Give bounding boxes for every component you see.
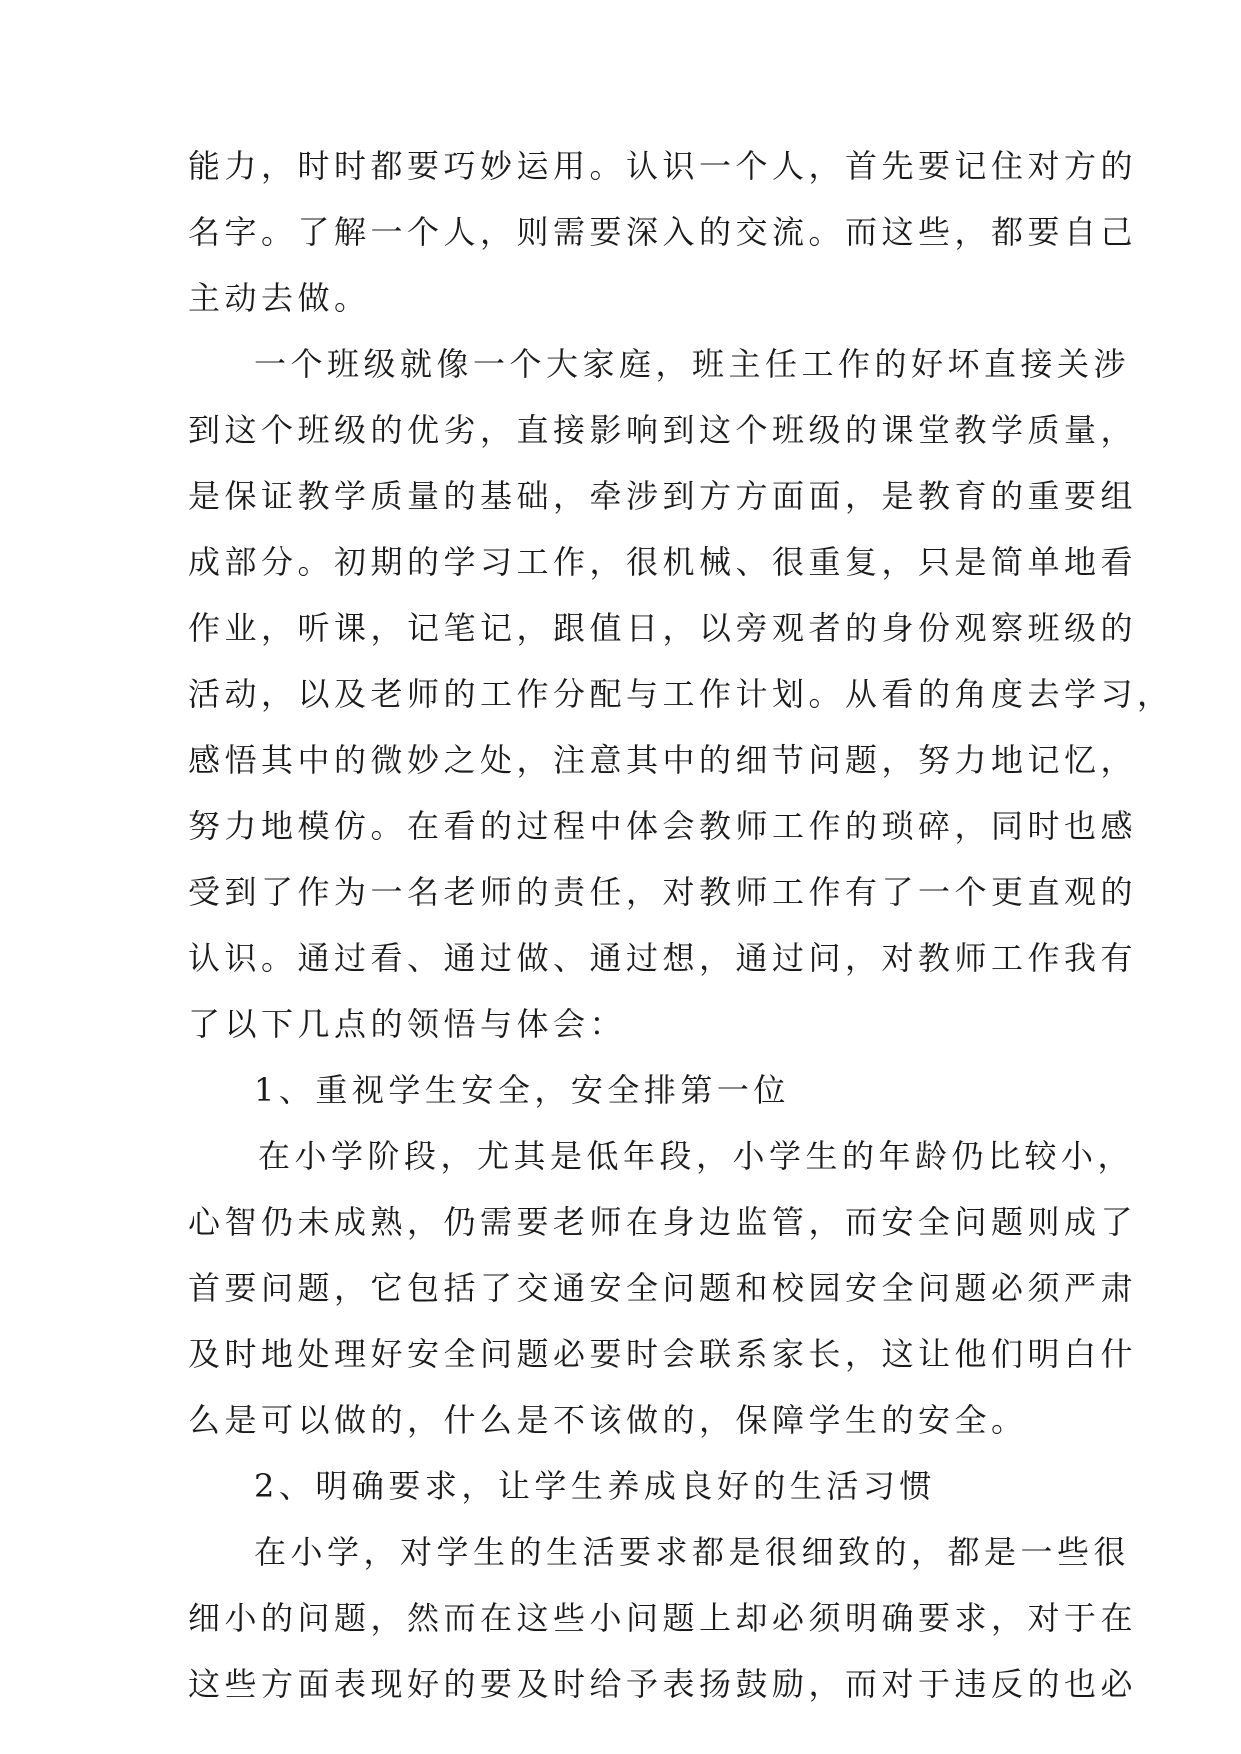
section-heading-2: 2、明确要求，让学生养成良好的生活习惯 (254, 1467, 936, 1505)
text-line: 么是可以做的，什么是不该做的，保障学生的安全。 (188, 1401, 1028, 1439)
section-heading-1: 1、重视学生安全，安全排第一位 (254, 1071, 790, 1109)
text-line: 是保证教学质量的基础，牵涉到方方面面，是教育的重要组 (188, 477, 1138, 515)
text-line: 了以下几点的领悟与体会： (188, 1005, 627, 1043)
paragraph-start-line: 在小学阶段，尤其是低年段，小学生的年龄仍比较小， (258, 1137, 1135, 1175)
paragraph-start-line: 在小学，对学生的生活要求都是很细致的，都是一些很 (254, 1533, 1131, 1571)
text-line: 这些方面表现好的要及时给予表扬鼓励，而对于违反的也必 (188, 1665, 1138, 1703)
text-line: 受到了作为一名老师的责任，对教师工作有了一个更直观的 (188, 873, 1138, 911)
text-line: 感悟其中的微妙之处，注意其中的细节问题，努力地记忆， (188, 741, 1138, 779)
text-line: 活动，以及老师的工作分配与工作计划。从看的角度去学习， (188, 675, 1174, 713)
text-line: 到这个班级的优劣，直接影响到这个班级的课堂教学质量， (188, 411, 1138, 449)
text-line: 主动去做。 (188, 279, 371, 317)
text-line: 名字。了解一个人，则需要深入的交流。而这些，都要自己 (188, 213, 1138, 251)
text-line: 及时地处理好安全问题必要时会联系家长，这让他们明白什 (188, 1335, 1138, 1373)
paragraph-start-line: 一个班级就像一个大家庭，班主任工作的好坏直接关涉 (254, 345, 1131, 383)
text-line: 能力，时时都要巧妙运用。认识一个人，首先要记住对方的 (188, 147, 1138, 185)
text-line: 细小的问题，然而在这些小问题上却必须明确要求，对于在 (188, 1599, 1138, 1637)
text-line: 心智仍未成熟，仍需要老师在身边监管，而安全问题则成了 (188, 1203, 1138, 1241)
text-line: 成部分。初期的学习工作，很机械、很重复，只是简单地看 (188, 543, 1138, 581)
text-line: 首要问题，它包括了交通安全问题和校园安全问题必须严肃 (188, 1269, 1138, 1307)
text-line: 作业，听课，记笔记，跟值日，以旁观者的身份观察班级的 (188, 609, 1138, 647)
text-line: 努力地模仿。在看的过程中体会教师工作的琐碎，同时也感 (188, 807, 1138, 845)
text-line: 认识。通过看、通过做、通过想，通过问，对教师工作我有 (188, 939, 1138, 977)
